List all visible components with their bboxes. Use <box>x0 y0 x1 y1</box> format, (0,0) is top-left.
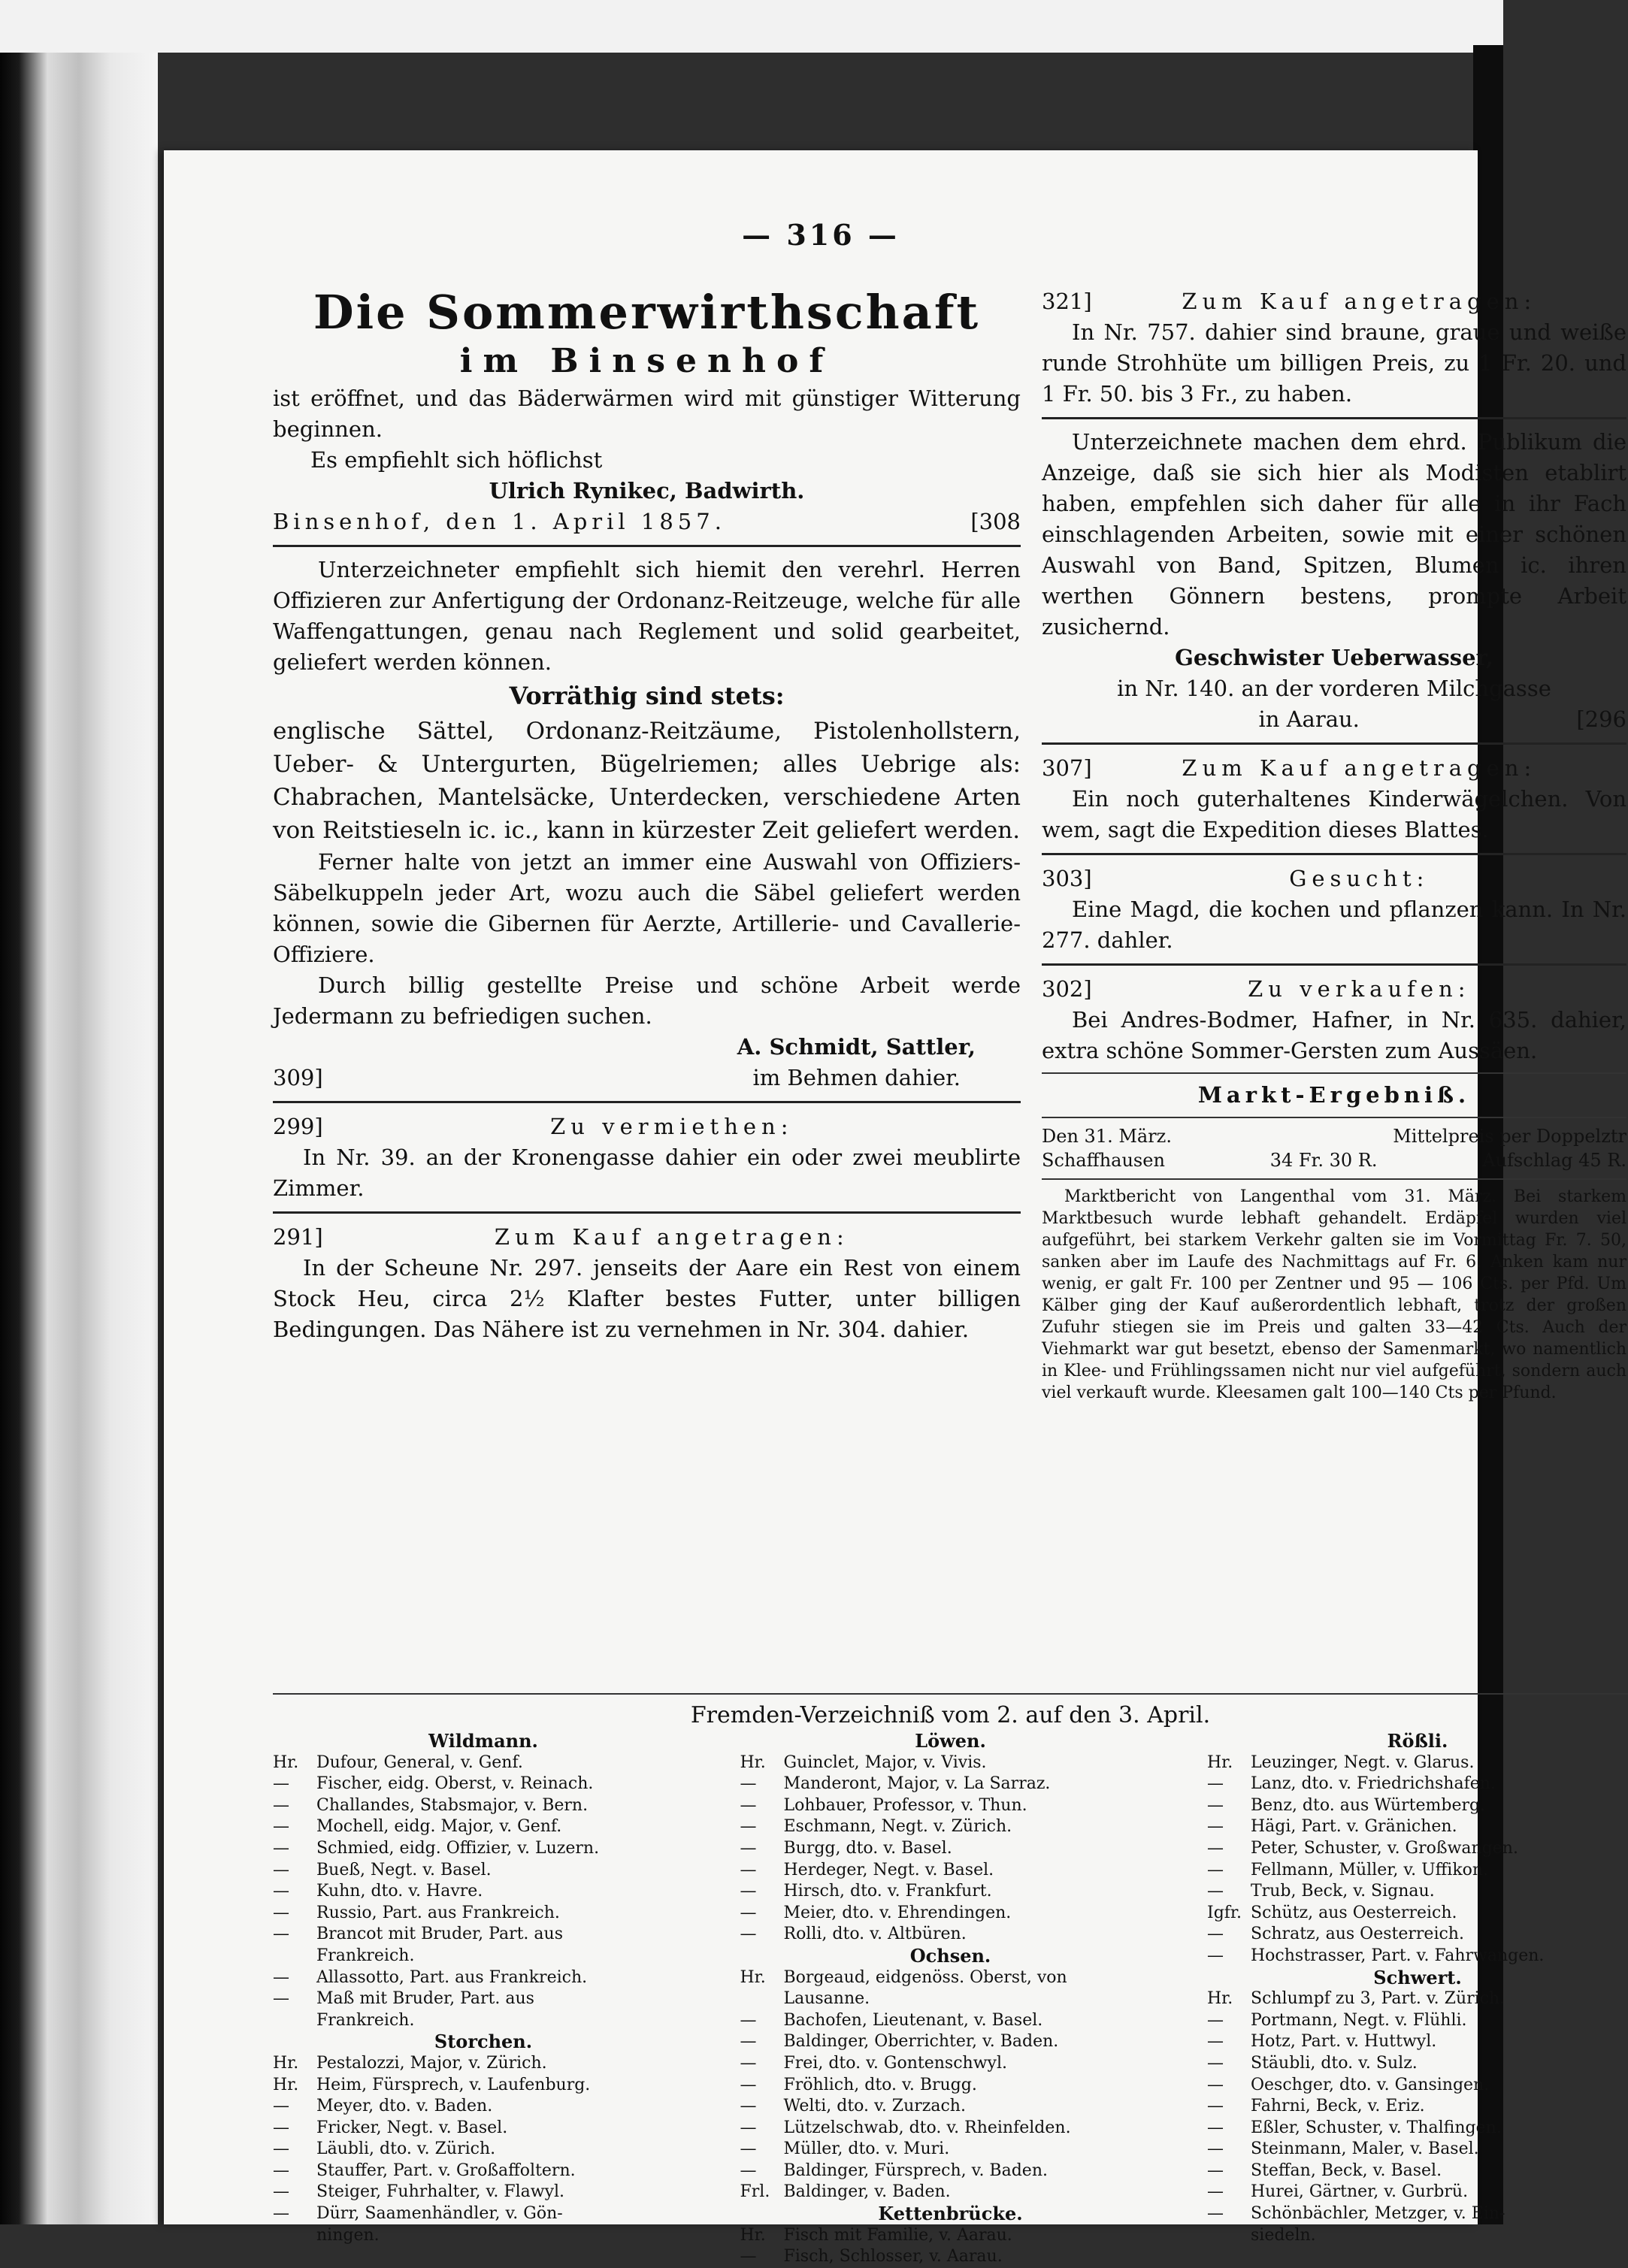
guest-title: Hr. <box>273 1752 299 1772</box>
hotel-heading: Ochsen. <box>909 1944 991 1967</box>
guest-title: — <box>1207 2097 1224 2116</box>
guest-name: Borgeaud, eidgenöss. Oberst, von <box>783 1967 1067 1987</box>
market-town: Schaffhausen <box>1042 1150 1165 1171</box>
guest-name: Frankreich. <box>316 2010 415 2030</box>
guest-name: Allassotto, Part. aus Frankreich. <box>316 1967 588 1987</box>
guest-name: Schütz, aus Oesterreich. <box>1251 1903 1457 1922</box>
divider <box>1042 1117 1626 1118</box>
guest-title: — <box>740 1838 757 1858</box>
guest-name: Mochell, eidg. Major, v. Genf. <box>316 1817 562 1837</box>
guest-title: — <box>740 2097 757 2116</box>
guest-name: Stauffer, Part. v. Großaffoltern. <box>316 2161 576 2180</box>
guest-name: Bueß, Negt. v. Basel. <box>316 1860 492 1879</box>
ad-signer: Ulrich Rynikec, Badwirth. <box>489 478 805 503</box>
ad-text: Unterzeichnete machen dem ehrd. Publikum die Anzeige, daß sie sich hier als Modisten etablirt haben, empfehlen sich daher für alle in ihr Fach einschlagenden Arbeiten, sowie mit einer schönen Auswahl von Band, Spitzen, Blumen ic. ihren werthen Gönnern bestens, prompte Arbeit zusichernd. <box>1042 429 1626 640</box>
ad-number: 321] <box>1042 289 1092 314</box>
guest-entry <box>1207 1924 1628 1946</box>
divider <box>273 1101 1021 1103</box>
guest-entry <box>1207 2010 1628 2032</box>
guest-name: Fricker, Negt. v. Basel. <box>316 2118 508 2137</box>
newspaper-page <box>164 150 1626 2266</box>
guest-name: Fischer, eidg. Oberst, v. Reinach. <box>316 1774 594 1794</box>
guest-entry <box>740 1903 1161 1925</box>
guest-entry <box>273 2096 694 2118</box>
guest-entry <box>1207 1988 1628 2010</box>
guest-name: Maß mit Bruder, Part. aus <box>316 1989 534 2009</box>
ad-text: In Nr. 757. dahier sind braune, graue und weiße runde Strohhüte um billigen Preis, zu 1 Fr. 20. und 1 Fr. 50. bis 3 Fr., zu haben. <box>1042 319 1626 407</box>
guest-entry <box>273 1967 694 1989</box>
divider <box>1042 963 1626 966</box>
guest-name: Eschmann, Negt. v. Zürich. <box>783 1817 1012 1837</box>
guest-entry <box>740 2075 1161 2097</box>
guest-title: — <box>273 1882 289 1901</box>
guest-title: — <box>1207 2161 1224 2180</box>
guest-title: — <box>740 1925 757 1944</box>
ad-number: 309] <box>273 1065 323 1090</box>
guest-entry <box>1207 2118 1628 2139</box>
guest-entry <box>273 2161 694 2182</box>
guest-entry <box>740 2118 1161 2139</box>
guest-entry <box>740 2246 1161 2268</box>
guest-title: Hr. <box>1207 1752 1233 1772</box>
ad-gesucht <box>1042 863 1626 956</box>
ad-text: Bei Andres-Bodmer, Hafner, in Nr. 635. dahier, extra schöne Sommer-Gersten zum Aussäen. <box>1042 1007 1626 1063</box>
guest-entry <box>1207 2075 1628 2097</box>
guest-title: — <box>740 2247 757 2266</box>
guest-entry <box>1207 2031 1628 2053</box>
guest-name: Russio, Part. aus Frankreich. <box>316 1903 560 1922</box>
guest-title: — <box>740 2075 757 2094</box>
guest-title: — <box>1207 1946 1224 1965</box>
guest-title: Hr. <box>273 2053 299 2073</box>
guest-title: Igfr. <box>1207 1903 1242 1922</box>
guest-title: — <box>740 2053 757 2073</box>
guest-name: Läubli, dto. v. Zürich. <box>316 2139 496 2159</box>
ad-signer: Geschwister Ueberwasser, <box>1175 645 1493 670</box>
divider <box>1042 853 1626 855</box>
ad-label: Zum Kauf angetragen: <box>494 1224 849 1250</box>
guest-title: — <box>273 2139 289 2159</box>
ad-footer <box>273 507 1021 537</box>
ad-number: 303] <box>1042 866 1092 891</box>
guest-title: — <box>740 2032 757 2052</box>
guest-name: Schratz, aus Oesterreich. <box>1251 1925 1464 1944</box>
guest-name: ningen. <box>316 2225 380 2245</box>
divider <box>273 1211 1021 1214</box>
guest-name: Welti, dto. v. Zurzach. <box>783 2097 966 2116</box>
ad-place-date: Binsenhof, den 1. April 1857. <box>273 509 726 534</box>
guest-name: Baldinger, Fürsprech, v. Baden. <box>783 2161 1048 2180</box>
guest-title: — <box>740 2139 757 2159</box>
ad-line: Es empfiehlt sich höflichst <box>310 447 603 473</box>
hotel-heading: Schwert. <box>1373 1966 1462 1988</box>
guest-title: — <box>740 2118 757 2137</box>
guest-name: Dürr, Saamenhändler, v. Gön- <box>316 2204 563 2224</box>
guest-name: Brancot mit Bruder, Part. aus <box>316 1925 563 1944</box>
ad-kinderwaegelchen <box>1042 752 1626 845</box>
guest-title: Hr. <box>740 2225 766 2245</box>
guest-name: Fröhlich, dto. v. Brugg. <box>783 2075 977 2094</box>
guest-entry <box>273 1924 694 1946</box>
guest-entry <box>740 1838 1161 1860</box>
guest-title: — <box>273 2161 289 2180</box>
guest-entry <box>1207 1752 1628 1774</box>
guest-entry <box>740 2010 1161 2032</box>
guest-title: — <box>1207 2053 1224 2073</box>
market-heading: Markt-Ergebniß. <box>1197 1082 1471 1108</box>
guest-entry <box>1207 1946 1628 1967</box>
ad-paragraph: Unterzeichneter empfiehlt sich hiemit den verehrl. Herren Offizieren zur Anfertigung der Ordonanz-Reitzeuge, welche für alle Waffengattungen, genau nach Reglement und solid gearbeitet, geliefert werden können. <box>273 557 1021 675</box>
guest-title: — <box>740 1774 757 1794</box>
guest-entry <box>1207 1774 1628 1795</box>
hotel-heading: Löwen. <box>915 1730 986 1752</box>
ad-paragraph: Durch billig gestellte Preise und schöne Arbeit werde Jedermann zu befriedigen suchen. <box>273 972 1021 1029</box>
guest-entry <box>740 1860 1161 1882</box>
guest-entry <box>1207 1903 1628 1925</box>
book-spine-edge <box>0 53 158 2224</box>
guest-entry <box>740 1752 1161 1774</box>
hotel-heading: Storchen. <box>434 2031 533 2053</box>
ad-subtitle: im Binsenhof <box>459 342 834 380</box>
guest-entry <box>740 1924 1161 1946</box>
guest-entry <box>740 2053 1161 2075</box>
guest-name: Herdeger, Negt. v. Basel. <box>783 1860 994 1879</box>
ad-kauf-heu <box>273 1221 1021 1345</box>
guest-title: — <box>1207 1795 1224 1815</box>
guest-name: Lützelschwab, dto. v. Rheinfelden. <box>783 2118 1071 2137</box>
guest-entry <box>740 1774 1161 1795</box>
guest-name: Benz, dto. aus Würtemberg. <box>1251 1795 1486 1815</box>
page-number: — 316 — <box>742 218 900 252</box>
guest-title: — <box>273 1860 289 1879</box>
ad-number: 302] <box>1042 976 1092 1002</box>
guest-entry <box>273 2010 694 2032</box>
guest-title: — <box>273 2097 289 2116</box>
guest-entry <box>273 1903 694 1925</box>
guest-title: — <box>273 1903 289 1922</box>
guest-title: — <box>1207 1882 1224 1901</box>
market-date: Den 31. März. <box>1042 1126 1172 1147</box>
guest-entry <box>740 1881 1161 1903</box>
guest-name: Meyer, dto. v. Baden. <box>316 2097 493 2116</box>
divider <box>1042 417 1626 419</box>
guest-name: Lanz, dto. v. Friedrichshafen. <box>1251 1774 1496 1794</box>
guest-title <box>1207 2225 1251 2247</box>
guest-title <box>740 1988 784 2010</box>
guest-name: Lausanne. <box>783 1989 870 2009</box>
ad-number: 307] <box>1042 755 1092 781</box>
guest-entry <box>273 1988 694 2010</box>
guest-name: Lohbauer, Professor, v. Thun. <box>783 1795 1027 1815</box>
guest-title: — <box>740 1817 757 1837</box>
ad-number: [308 <box>970 509 1021 534</box>
guest-column-3 <box>1207 1731 1628 2268</box>
guest-name: Frei, dto. v. Gontenschwyl. <box>783 2053 1007 2073</box>
guest-title: — <box>740 1795 757 1815</box>
guest-name: Pestalozzi, Major, v. Zürich. <box>316 2053 547 2073</box>
guest-title <box>273 1946 316 1967</box>
guest-title: Hr. <box>740 1967 766 1987</box>
guest-name: Dufour, General, v. Genf. <box>316 1752 523 1772</box>
guest-entry <box>1207 2225 1628 2247</box>
ad-text: ist eröffnet, und das Bäderwärmen wird mit günstiger Witterung beginnen. <box>273 386 1021 442</box>
guest-entry <box>273 1816 694 1838</box>
guest-title: — <box>740 2010 757 2030</box>
guest-entry <box>273 1774 694 1795</box>
guest-entry <box>1207 1860 1628 1882</box>
ad-label: Zu vermiethen: <box>550 1114 794 1139</box>
guest-title: — <box>740 2161 757 2180</box>
guest-entry <box>740 1988 1161 2010</box>
guest-title: — <box>273 1795 289 1815</box>
guest-name: Heim, Fürsprech, v. Laufenburg. <box>316 2075 591 2094</box>
guest-title <box>273 2010 316 2032</box>
ad-verkaufen <box>1042 973 1626 1066</box>
ad-sattler <box>273 555 1021 1093</box>
guest-column-2 <box>740 1731 1161 2268</box>
guest-name: Kuhn, dto. v. Havre. <box>316 1882 483 1901</box>
scan-background-top <box>0 0 1503 53</box>
guest-title: Hr. <box>740 1752 766 1772</box>
guest-entry <box>740 1795 1161 1817</box>
ad-text: In Nr. 39. an der Kronengasse dahier ein oder zwei meublirte Zimmer. <box>273 1145 1021 1201</box>
guest-name: Meier, dto. v. Ehrendingen. <box>783 1903 1012 1922</box>
guest-entry <box>1207 2096 1628 2118</box>
guest-title: — <box>1207 2032 1224 2052</box>
guest-entry <box>273 2053 694 2075</box>
guest-title: — <box>1207 2075 1224 2094</box>
guest-entry <box>273 1946 694 1967</box>
guest-name: Fisch, Schlosser, v. Aarau. <box>783 2247 1003 2266</box>
guest-name: Peter, Schuster, v. Großwangen. <box>1251 1838 1518 1858</box>
ad-footer <box>273 1063 1021 1093</box>
guest-entry <box>740 2225 1161 2247</box>
ad-title: Die Sommerwirthschaft <box>313 285 981 340</box>
guest-entry <box>1207 2182 1628 2203</box>
guest-name: Hotz, Part. v. Huttwyl. <box>1251 2032 1437 2052</box>
guest-column-1 <box>273 1731 694 2268</box>
guest-title: Frl. <box>740 2182 770 2202</box>
guest-entry <box>1207 2053 1628 2075</box>
ad-paragraph: Ferner halte von jetzt an immer eine Auswahl von Offiziers-Säbelkuppeln jeder Art, wozu auch die Säbel geliefert werden können, sowie die Gibernen für Aerzte, Artillerie- und Cavallerie-Offiziere. <box>273 849 1021 967</box>
guest-title <box>273 2225 316 2247</box>
guest-name: Schönbächler, Metzger, v. Ein- <box>1251 2204 1505 2224</box>
guest-name: Steffan, Beck, v. Basel. <box>1251 2161 1442 2180</box>
guest-entry <box>740 2139 1161 2161</box>
guest-title: — <box>273 1774 289 1794</box>
ad-label: Gesucht: <box>1289 866 1430 891</box>
guest-title: — <box>273 1817 289 1837</box>
ad-modisten <box>1042 427 1626 735</box>
ad-number: 299] <box>273 1114 323 1139</box>
guest-title: — <box>740 1860 757 1879</box>
market-report: Marktbericht von Langenthal vom 31. März. Bei starkem Marktbesuch wurde lebhaft gehandelt. Erdäpfel wurden viel aufgeführt, bei starkem Verkehr galten sie im Vormittag Fr. 7. 50, sanken aber im Laufe des Nachmittags auf Fr. 6. Anken kam nur wenig, er galt Fr. 100 per Zentner und 95 — 106 Cts. per Pfd. Um Kälber ging der Kauf außerordentlich lebhaft, trotz der großen Zufuhr stiegen sie im Preis und galten 33—42 Cts. Auch der Viehmarkt war gut besetzt, ebenso der Samenmarkt, wo namentlich in Klee- und Frühlingssamen nicht nur viel aufgeführt, sondern auch viel verkauft wurde. Kleesamen galt 100—140 Cts per Pfund. <box>1042 1187 1626 1402</box>
guest-title: — <box>273 1838 289 1858</box>
guest-entry <box>1207 1816 1628 1838</box>
guest-name: Guinclet, Major, v. Vivis. <box>783 1752 987 1772</box>
ad-text: In der Scheune Nr. 297. jenseits der Aare ein Rest von einem Stock Heu, circa 2½ Klafter bestes Futter, unter billigen Bedingungen. Das Nähere ist zu vernehmen in Nr. 304. dahier. <box>273 1255 1021 1342</box>
ad-address: in Nr. 140. an der vorderen Milchgasse <box>1117 676 1551 701</box>
guest-name: Challandes, Stabsmajor, v. Bern. <box>316 1795 589 1815</box>
guest-title: — <box>273 1925 289 1944</box>
guest-entry <box>1207 2139 1628 2161</box>
guest-title: — <box>273 1967 289 1987</box>
guest-entry <box>273 2118 694 2139</box>
guest-entry <box>273 1752 694 1774</box>
guest-entry <box>273 2182 694 2203</box>
guest-name: Eßler, Schuster, v. Thalfingen. <box>1251 2118 1502 2137</box>
market-change: Aufschlag 45 R. <box>1482 1150 1626 1171</box>
guest-name: Müller, dto. v. Muri. <box>783 2139 950 2159</box>
guest-name: Portmann, Negt. v. Flühli. <box>1251 2010 1467 2030</box>
guest-title: Hr. <box>273 2075 299 2094</box>
ad-text: Ein noch guterhaltenes Kinderwägelchen. Von wem, sagt die Expedition dieses Blattes. <box>1042 786 1626 842</box>
ad-paragraph: englische Sättel, Ordonanz-Reitzäume, Pistolenhollstern, Ueber- & Untergurten, Bügelriemen; alles Uebrige als: Chabrachen, Mantelsäcke, Unterdecken, verschiedene Arten von Reitstieseln ic. ic., kann in kürzester Zeit geliefert werden. <box>273 718 1021 844</box>
hotel-heading: Kettenbrücke. <box>878 2203 1023 2225</box>
guest-entry <box>1207 1881 1628 1903</box>
divider <box>273 1693 1628 1695</box>
guest-entry <box>740 2096 1161 2118</box>
guest-entry <box>273 1795 694 1817</box>
guest-entry <box>1207 1838 1628 1860</box>
guest-name: Schmied, eidg. Offizier, v. Luzern. <box>316 1838 600 1858</box>
divider <box>1042 1178 1626 1180</box>
guest-title: — <box>1207 1774 1224 1794</box>
guest-entry <box>740 1967 1161 1989</box>
guest-name: Fahrni, Beck, v. Eriz. <box>1251 2097 1425 2116</box>
guest-title: — <box>740 1903 757 1922</box>
market-price: 34 Fr. 30 R. <box>1269 1150 1378 1171</box>
guest-entry <box>1207 2161 1628 2182</box>
guest-entry <box>273 2203 694 2225</box>
ad-sommerwirthschaft <box>273 286 1021 537</box>
guest-entry <box>740 1816 1161 1838</box>
guest-title: — <box>1207 1838 1224 1858</box>
guest-name: Burgg, dto. v. Basel. <box>783 1838 952 1858</box>
market-price-label: Mittelpreis per Doppelztr <box>1393 1126 1626 1147</box>
guest-name: Frankreich. <box>316 1946 415 1965</box>
guest-entry <box>740 2182 1161 2203</box>
guest-title: — <box>273 2204 289 2224</box>
guest-title: — <box>273 1989 289 2009</box>
guest-title: — <box>1207 1860 1224 1879</box>
guest-name: Baldinger, v. Baden. <box>783 2182 951 2202</box>
ad-number: 291] <box>273 1224 323 1250</box>
guest-entry <box>273 1881 694 1903</box>
guest-name: Rolli, dto. v. Altbüren. <box>783 1925 967 1944</box>
market-section <box>1042 1080 1626 1404</box>
ad-town: in Aarau. <box>1258 706 1360 732</box>
guest-name: Hochstrasser, Part. v. Fahrwangen. <box>1251 1946 1545 1965</box>
guest-name: Hurei, Gärtner, v. Gurbrü. <box>1251 2182 1469 2202</box>
guest-title: — <box>273 2182 289 2202</box>
guest-title: — <box>1207 1925 1224 1944</box>
guest-title: — <box>1207 2204 1224 2224</box>
right-column <box>1042 286 1626 1404</box>
guest-title: — <box>1207 2010 1224 2030</box>
ad-strohhuete <box>1042 286 1626 410</box>
guest-name: Trub, Beck, v. Signau. <box>1251 1882 1435 1901</box>
guest-title: — <box>1207 2182 1224 2202</box>
guest-name: siedeln. <box>1251 2225 1316 2245</box>
left-column <box>273 286 1021 1345</box>
ad-label: Zum Kauf angetragen: <box>1182 289 1537 314</box>
ad-number: [296 <box>1576 706 1626 732</box>
hotel-heading: Wildmann. <box>428 1730 538 1752</box>
guest-entry <box>740 2161 1161 2182</box>
guest-entry <box>273 2139 694 2161</box>
guest-entry <box>273 1838 694 1860</box>
ad-heading: Vorräthig sind stets: <box>509 682 785 710</box>
guest-name: Fellmann, Müller, v. Uffikon. <box>1251 1860 1489 1879</box>
guest-name: Fisch mit Familie, v. Aarau. <box>783 2225 1012 2245</box>
guest-list <box>273 1687 1628 2268</box>
ad-signer: A. Schmidt, Sattler, <box>737 1034 976 1060</box>
hotel-heading: Rößli. <box>1387 1730 1448 1752</box>
guest-title: — <box>273 2118 289 2137</box>
ad-label: Zu verkaufen: <box>1248 976 1471 1002</box>
guest-name: Hägi, Part. v. Gränichen. <box>1251 1817 1457 1837</box>
guest-entry <box>740 2031 1161 2053</box>
guest-name: Baldinger, Oberrichter, v. Baden. <box>783 2032 1059 2052</box>
ad-label: Zum Kauf angetragen: <box>1182 755 1537 781</box>
guest-entry <box>273 2225 694 2247</box>
guest-name: Oeschger, dto. v. Gansingen. <box>1251 2075 1490 2094</box>
ad-text: Eine Magd, die kochen und pflanzen kann. In Nr. 277. dahler. <box>1042 897 1626 953</box>
guest-name: Steinmann, Maler, v. Basel. <box>1251 2139 1479 2159</box>
ad-vermiethen <box>273 1111 1021 1204</box>
guest-name: Manderont, Major, v. La Sarraz. <box>783 1774 1051 1794</box>
guest-title: — <box>1207 2139 1224 2159</box>
guest-entry <box>273 1860 694 1882</box>
guest-entry <box>273 2075 694 2097</box>
guest-name: Steiger, Fuhrhalter, v. Flawyl. <box>316 2182 565 2202</box>
guest-name: Bachofen, Lieutenant, v. Basel. <box>783 2010 1043 2030</box>
guest-title: — <box>740 1882 757 1901</box>
guest-name: Schlumpf zu 3, Part. v. Zürich. <box>1251 1989 1505 2009</box>
guest-name: Hirsch, dto. v. Frankfurt. <box>783 1882 992 1901</box>
guest-entry <box>1207 2203 1628 2225</box>
guest-name: Stäubli, dto. v. Sulz. <box>1251 2053 1418 2073</box>
guest-entry <box>1207 1795 1628 1817</box>
divider <box>1042 1072 1626 1074</box>
ad-location: im Behmen dahier. <box>752 1065 961 1090</box>
guest-title: — <box>1207 1817 1224 1837</box>
guest-title: — <box>1207 2118 1224 2137</box>
guest-title: Hr. <box>1207 1989 1233 2009</box>
divider <box>1042 742 1626 745</box>
guest-name: Leuzinger, Negt. v. Glarus. <box>1251 1752 1475 1772</box>
divider <box>273 545 1021 547</box>
guest-list-title: Fremden-Verzeichniß vom 2. auf den 3. April. <box>690 1702 1211 1728</box>
